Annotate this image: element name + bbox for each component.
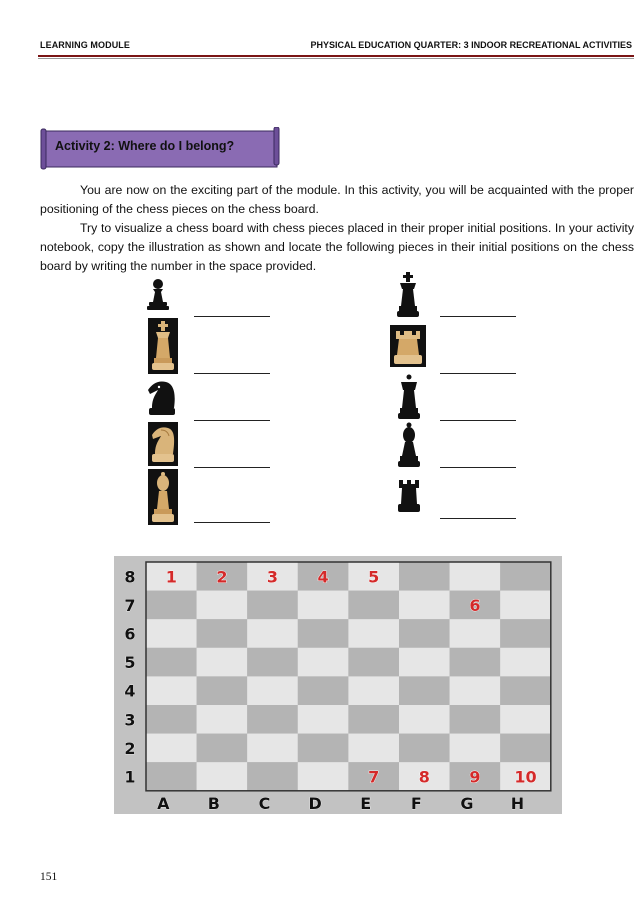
white-king-icon bbox=[148, 318, 178, 374]
position-marker-4: 4 bbox=[317, 567, 329, 587]
board-square-a7 bbox=[146, 591, 197, 620]
board-square-f2 bbox=[399, 734, 450, 763]
board-square-g8 bbox=[450, 562, 501, 591]
board-square-e6 bbox=[348, 619, 399, 648]
board-square-f6 bbox=[399, 619, 450, 648]
board-square-f5 bbox=[399, 648, 450, 677]
board-square-d2 bbox=[298, 734, 349, 763]
board-square-b7 bbox=[197, 591, 248, 620]
position-marker-9: 9 bbox=[469, 767, 481, 787]
rank-label-6: 6 bbox=[124, 624, 136, 644]
board-square-a4 bbox=[146, 676, 197, 705]
page-header bbox=[40, 40, 632, 56]
board-square-a3 bbox=[146, 705, 197, 734]
position-marker-10: 10 bbox=[514, 767, 537, 787]
activity-banner bbox=[40, 127, 280, 171]
chess-board-graphic bbox=[114, 556, 562, 814]
file-label-c: C bbox=[258, 793, 271, 813]
board-square-b3 bbox=[197, 705, 248, 734]
board-square-d3 bbox=[298, 705, 349, 734]
rank-label-7: 7 bbox=[124, 595, 136, 615]
position-marker-7: 7 bbox=[368, 767, 380, 787]
board-square-f4 bbox=[399, 676, 450, 705]
position-marker-5: 5 bbox=[368, 567, 380, 587]
board-square-e3 bbox=[348, 705, 399, 734]
answer-blank bbox=[194, 420, 270, 421]
position-marker-6: 6 bbox=[469, 595, 481, 615]
answer-blank bbox=[194, 316, 270, 317]
board-square-f7 bbox=[399, 591, 450, 620]
page-number: 151 bbox=[40, 871, 58, 883]
board-square-b2 bbox=[197, 734, 248, 763]
board-square-c3 bbox=[247, 705, 298, 734]
paragraph-intro-text: You are now on the exciting part of the module. In this activity, you will be acquainted with the proper positioning of the chess pieces on the chess board. bbox=[40, 183, 634, 216]
board-square-h3 bbox=[500, 705, 551, 734]
file-label-d: D bbox=[308, 793, 322, 813]
answer-blank bbox=[194, 373, 270, 374]
board-square-a1 bbox=[146, 762, 197, 791]
board-square-d7 bbox=[298, 591, 349, 620]
rank-label-2: 2 bbox=[124, 738, 136, 758]
rank-label-8: 8 bbox=[124, 567, 136, 587]
header-left: LEARNING MODULE bbox=[40, 40, 130, 50]
header-rule-thin bbox=[38, 58, 634, 59]
board-square-h5 bbox=[500, 648, 551, 677]
board-square-c2 bbox=[247, 734, 298, 763]
black-pawn-icon bbox=[144, 277, 172, 311]
answer-blank bbox=[440, 316, 516, 317]
board-square-b6 bbox=[197, 619, 248, 648]
board-square-a2 bbox=[146, 734, 197, 763]
board-square-b5 bbox=[197, 648, 248, 677]
board-square-c6 bbox=[247, 619, 298, 648]
board-square-h2 bbox=[500, 734, 551, 763]
board-square-e2 bbox=[348, 734, 399, 763]
board-square-c1 bbox=[247, 762, 298, 791]
header-right: PHYSICAL EDUCATION QUARTER: 3 INDOOR RECREATIONAL ACTIVITIES bbox=[310, 40, 632, 50]
position-marker-8: 8 bbox=[418, 767, 430, 787]
header-rule bbox=[38, 55, 634, 57]
board-square-f3 bbox=[399, 705, 450, 734]
answer-blank bbox=[440, 420, 516, 421]
position-marker-3: 3 bbox=[266, 567, 279, 587]
file-label-h: H bbox=[510, 793, 525, 813]
board-square-c5 bbox=[247, 648, 298, 677]
answer-blank bbox=[440, 373, 516, 374]
answer-blank bbox=[440, 518, 516, 519]
board-square-h4 bbox=[500, 676, 551, 705]
board-square-e5 bbox=[348, 648, 399, 677]
answer-blank bbox=[194, 467, 270, 468]
board-square-c7 bbox=[247, 591, 298, 620]
activity-title: Activity 2: Where do I belong? bbox=[55, 139, 235, 153]
board-square-h7 bbox=[500, 591, 551, 620]
black-rook-icon bbox=[396, 478, 422, 514]
answer-blank bbox=[194, 522, 270, 523]
board-square-b1 bbox=[197, 762, 248, 791]
board-square-g5 bbox=[450, 648, 501, 677]
paragraph-instructions-text: Try to visualize a chess board with chess pieces placed in their proper initial positions. In your activity notebook, copy the illustration as shown and locate the following pieces in their initial positions on the chess board by writing the number in the space provided. bbox=[40, 221, 634, 273]
board-square-b4 bbox=[197, 676, 248, 705]
white-knight-icon bbox=[148, 422, 178, 466]
board-square-g3 bbox=[450, 705, 501, 734]
black-queen-icon bbox=[396, 374, 422, 420]
paragraph-instructions bbox=[40, 219, 634, 276]
board-square-g6 bbox=[450, 619, 501, 648]
board-square-e7 bbox=[348, 591, 399, 620]
paragraph-intro bbox=[40, 181, 634, 219]
board-square-e4 bbox=[348, 676, 399, 705]
file-label-f: F bbox=[410, 793, 422, 813]
file-label-a: A bbox=[157, 793, 170, 813]
rank-label-4: 4 bbox=[124, 681, 136, 701]
board-square-d6 bbox=[298, 619, 349, 648]
board-square-d1 bbox=[298, 762, 349, 791]
board-square-d5 bbox=[298, 648, 349, 677]
position-marker-2: 2 bbox=[216, 567, 228, 587]
rank-label-3: 3 bbox=[124, 710, 136, 730]
black-bishop-icon bbox=[396, 422, 422, 468]
answer-blank bbox=[440, 467, 516, 468]
board-square-h6 bbox=[500, 619, 551, 648]
board-square-a6 bbox=[146, 619, 197, 648]
board-square-g2 bbox=[450, 734, 501, 763]
board-square-d4 bbox=[298, 676, 349, 705]
board-square-c4 bbox=[247, 676, 298, 705]
rank-label-5: 5 bbox=[124, 653, 136, 673]
file-label-e: E bbox=[360, 793, 372, 813]
white-rook-icon bbox=[390, 325, 426, 367]
rank-label-1: 1 bbox=[124, 767, 136, 787]
board-square-a5 bbox=[146, 648, 197, 677]
position-marker-1: 1 bbox=[165, 567, 177, 587]
file-label-b: B bbox=[207, 793, 221, 813]
board-square-f8 bbox=[399, 562, 450, 591]
black-king-icon bbox=[394, 272, 422, 318]
board-square-h8 bbox=[500, 562, 551, 591]
board-square-g4 bbox=[450, 676, 501, 705]
white-bishop-icon bbox=[148, 469, 178, 525]
file-label-g: G bbox=[460, 793, 474, 813]
chess-board bbox=[114, 556, 562, 814]
black-knight-icon bbox=[146, 378, 178, 416]
